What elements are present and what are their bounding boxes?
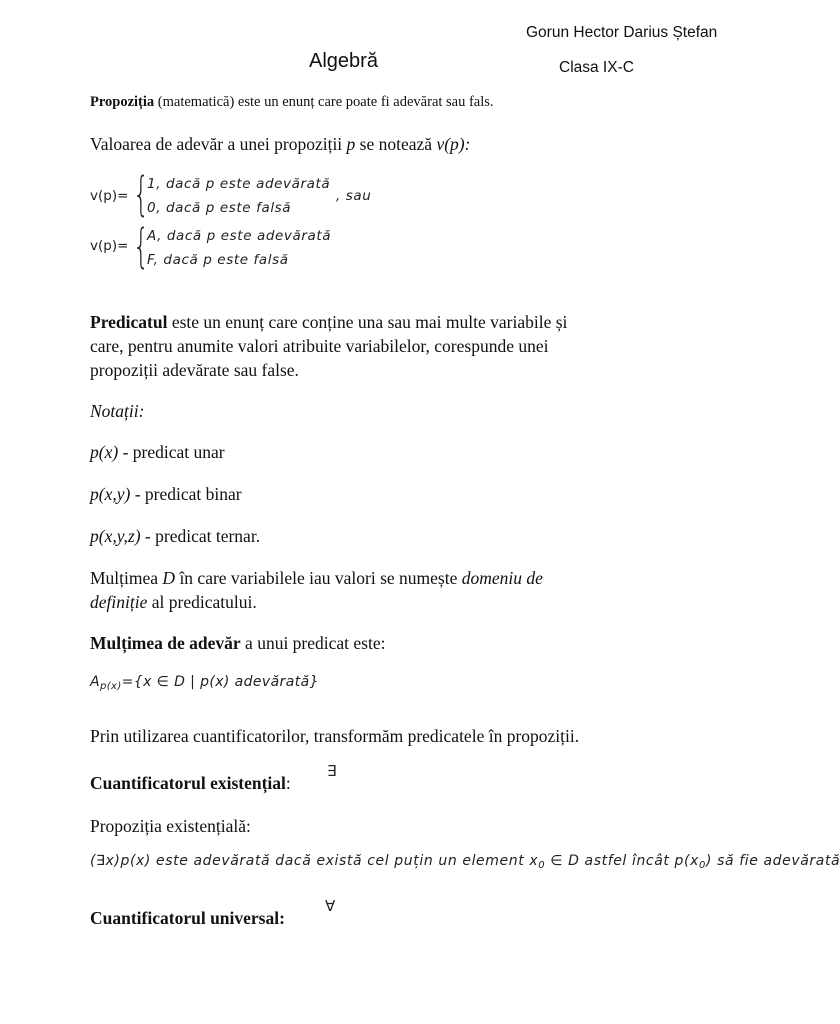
existential-formula-part1: (∃x)p(x) este adevărată dacă există cel puțin un element x: [90, 853, 539, 869]
formula1-case2: 0, dacă p este falsă: [147, 200, 292, 216]
domain-term1: domeniu de: [461, 568, 543, 588]
quantifier-intro: Prin utilizarea cuantificatorilor, transformăm predicatele în propoziții.: [90, 726, 580, 746]
notation-unary-expr: p(x): [90, 442, 119, 462]
truth-set-formula: [90, 674, 319, 692]
var-p: p: [346, 134, 356, 154]
existential-prop-label: Propoziția existențială:: [90, 816, 251, 836]
formula1-case1: 1, dacă p este adevărată: [147, 176, 331, 192]
notation-binary: [90, 482, 242, 506]
notation-vp: v(p):: [436, 134, 471, 154]
domain-text2: în care variabilele iau valori se numește: [175, 568, 462, 588]
truth-value-paragraph: [90, 132, 470, 156]
domain-symbol: D: [162, 568, 176, 588]
universal-term: Cuantificatorul universal:: [90, 908, 285, 928]
existential-colon: :: [285, 773, 291, 793]
predicate-line3: propoziții adevărate sau false.: [90, 360, 299, 380]
intro-term: Propoziția: [90, 94, 155, 110]
intro-text: (matematică) este un enunț care poate fi adevărat sau fals.: [154, 94, 494, 110]
notation-binary-expr: p(x,y): [90, 484, 131, 504]
truth-set-body: ={x ∈ D | p(x) adevărată}: [121, 674, 319, 690]
formula2-lhs: v(p)=: [90, 238, 129, 254]
domain-text1: Mulțimea: [90, 568, 163, 588]
existential-heading: [90, 771, 291, 795]
truth-set-A: A: [90, 674, 100, 690]
intro-paragraph: [90, 94, 494, 111]
formula1-tail: , sau: [336, 188, 372, 204]
existential-formula-part3: ) să fie adevărată: [705, 853, 840, 869]
notation-unary-desc: - predicat unar: [118, 442, 225, 462]
formula1-lhs: v(p)=: [90, 188, 129, 204]
page-title: Algebră: [309, 50, 378, 72]
domain-text3: al predicatului.: [147, 592, 257, 612]
notation-ternary: [90, 524, 260, 548]
existential-formula: [90, 853, 840, 871]
formula2-case2: F, dacă p este falsă: [147, 252, 289, 268]
exists-symbol: ∃: [327, 762, 337, 780]
domain-term2: definiție: [90, 592, 148, 612]
predicate-term: Predicatul: [90, 312, 168, 332]
truth-set-text: a unui predicat este:: [240, 633, 386, 653]
notation-binary-desc: - predicat binar: [130, 484, 242, 504]
notation-unary: [90, 440, 225, 464]
class-label: Clasa IX-C: [559, 59, 634, 76]
existential-subscript2: 0: [699, 860, 706, 871]
truth-set-term: Mulțimea de adevăr: [90, 633, 241, 653]
predicate-line1: este un enunț care conține una sau mai multe variabile și: [167, 312, 568, 332]
existential-subscript: 0: [538, 860, 546, 871]
existential-formula-part2: ∈ D astfel încât p(x: [545, 853, 699, 869]
formula2-case1: A, dacă p este adevărată: [147, 228, 332, 244]
notations-heading-text: Notații:: [90, 401, 145, 421]
notation-ternary-expr: p(x,y,z): [90, 526, 141, 546]
truth-set-subscript: p(x): [99, 681, 122, 692]
forall-symbol: ∀: [325, 897, 336, 915]
predicate-line2: care, pentru anumite valori atribuite variabilelor, corespunde unei: [90, 336, 549, 356]
notations-heading: [90, 399, 144, 423]
predicate-paragraph: [90, 310, 567, 382]
truth-set-paragraph: [90, 631, 385, 655]
formula1-brace: {: [133, 167, 150, 221]
domain-paragraph: [90, 566, 543, 614]
notation-ternary-desc: - predicat ternar.: [140, 526, 261, 546]
existential-term: Cuantificatorul existențial: [90, 773, 286, 793]
author-name: Gorun Hector Darius Ștefan: [526, 24, 718, 41]
truth-value-text: Valoarea de adevăr a unei propoziții: [90, 134, 347, 154]
universal-heading: [90, 906, 285, 930]
truth-value-mid: se notează: [355, 134, 437, 154]
formula2-brace: {: [133, 219, 150, 273]
